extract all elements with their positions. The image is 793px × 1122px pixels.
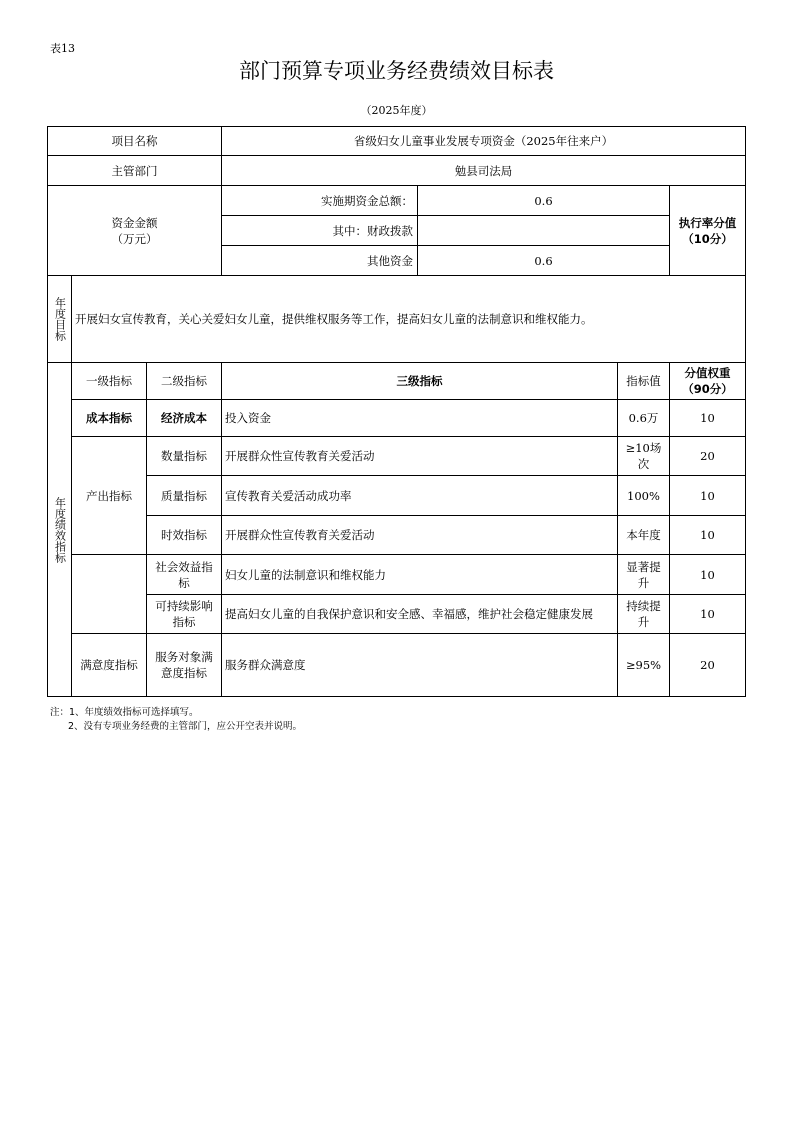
execution-rate-score-label: 执行率分值 （10分） bbox=[669, 185, 746, 276]
row-satisfaction-level3: 服务群众满意度 bbox=[221, 633, 618, 697]
header-level1: 一级指标 bbox=[71, 362, 147, 400]
row-quality-target: 100% bbox=[617, 475, 670, 516]
funds-fiscal-label: 其中：财政拨款 bbox=[221, 215, 418, 246]
funds-total-label: 实施期资金总额： bbox=[221, 185, 418, 216]
row-cost-level2: 经济成本 bbox=[146, 399, 222, 437]
indicators-section-label: 年度绩效指标 bbox=[47, 362, 72, 697]
row-social-level2: 社会效益指标 bbox=[146, 554, 222, 595]
row-timeliness-level3: 开展群众性宣传教育关爱活动 bbox=[221, 515, 618, 555]
row-timeliness-level2: 时效指标 bbox=[146, 515, 222, 555]
row-satisfaction-level1: 满意度指标 bbox=[71, 633, 147, 697]
project-name-value: 省级妇女儿童事业发展专项资金（2025年往来户） bbox=[221, 126, 746, 156]
row-timeliness-weight: 10 bbox=[669, 515, 746, 555]
annual-goal-label: 年度目标 bbox=[47, 275, 72, 363]
row-quantity-weight: 20 bbox=[669, 436, 746, 476]
table-number: 表13 bbox=[50, 42, 75, 55]
row-satisfaction-target: ≥95% bbox=[617, 633, 670, 697]
row-cost-level3: 投入资金 bbox=[221, 399, 618, 437]
output-indicators-level1: 产出指标 bbox=[71, 436, 147, 555]
funds-fiscal-value bbox=[417, 215, 670, 246]
row-satisfaction-weight: 20 bbox=[669, 633, 746, 697]
annual-goal-text: 开展妇女宣传教育，关心关爱妇女儿童，提供维权服务等工作，提高妇女儿童的法制意识和维权能力。 bbox=[71, 275, 746, 363]
funds-other-value: 0.6 bbox=[417, 245, 670, 276]
header-level3: 三级指标 bbox=[221, 362, 618, 400]
row-quantity-target: ≥10场次 bbox=[617, 436, 670, 476]
row-satisfaction-level2: 服务对象满意度指标 bbox=[146, 633, 222, 697]
header-level2: 二级指标 bbox=[146, 362, 222, 400]
document-year: （2025年度） bbox=[360, 104, 433, 117]
row-quantity-level2: 数量指标 bbox=[146, 436, 222, 476]
funds-other-label: 其他资金 bbox=[221, 245, 418, 276]
header-target: 指标值 bbox=[617, 362, 670, 400]
document-title: 部门预算专项业务经费绩效目标表 bbox=[239, 59, 554, 83]
funds-amount-label: 资金金额 （万元） bbox=[47, 185, 222, 276]
row-social-target: 显著提升 bbox=[617, 554, 670, 595]
row-cost-level1: 成本指标 bbox=[71, 399, 147, 437]
note-line-1: 注：1、年度绩效指标可选择填写。 bbox=[50, 707, 199, 718]
row-social-weight: 10 bbox=[669, 554, 746, 595]
row-quality-level3: 宣传教育关爱活动成功率 bbox=[221, 475, 618, 516]
row-social-level3: 妇女儿童的法制意识和维权能力 bbox=[221, 554, 618, 595]
row-timeliness-target: 本年度 bbox=[617, 515, 670, 555]
row-quality-level2: 质量指标 bbox=[146, 475, 222, 516]
department-value: 勉县司法局 bbox=[221, 155, 746, 186]
project-name-label: 项目名称 bbox=[47, 126, 222, 156]
note-line-2: 2、没有专项业务经费的主管部门，应公开空表并说明。 bbox=[68, 721, 303, 732]
header-weight: 分值权重 （90分） bbox=[669, 362, 746, 400]
row-quality-weight: 10 bbox=[669, 475, 746, 516]
row-sustainable-weight: 10 bbox=[669, 594, 746, 634]
funds-total-value: 0.6 bbox=[417, 185, 670, 216]
benefit-indicators-level1 bbox=[71, 554, 147, 634]
row-cost-target: 0.6万 bbox=[617, 399, 670, 437]
row-sustainable-level2: 可持续影响指标 bbox=[146, 594, 222, 634]
row-sustainable-level3: 提高妇女儿童的自我保护意识和安全感、幸福感，维护社会稳定健康发展 bbox=[221, 594, 618, 634]
row-quantity-level3: 开展群众性宣传教育关爱活动 bbox=[221, 436, 618, 476]
department-label: 主管部门 bbox=[47, 155, 222, 186]
row-sustainable-target: 持续提升 bbox=[617, 594, 670, 634]
row-cost-weight: 10 bbox=[669, 399, 746, 437]
